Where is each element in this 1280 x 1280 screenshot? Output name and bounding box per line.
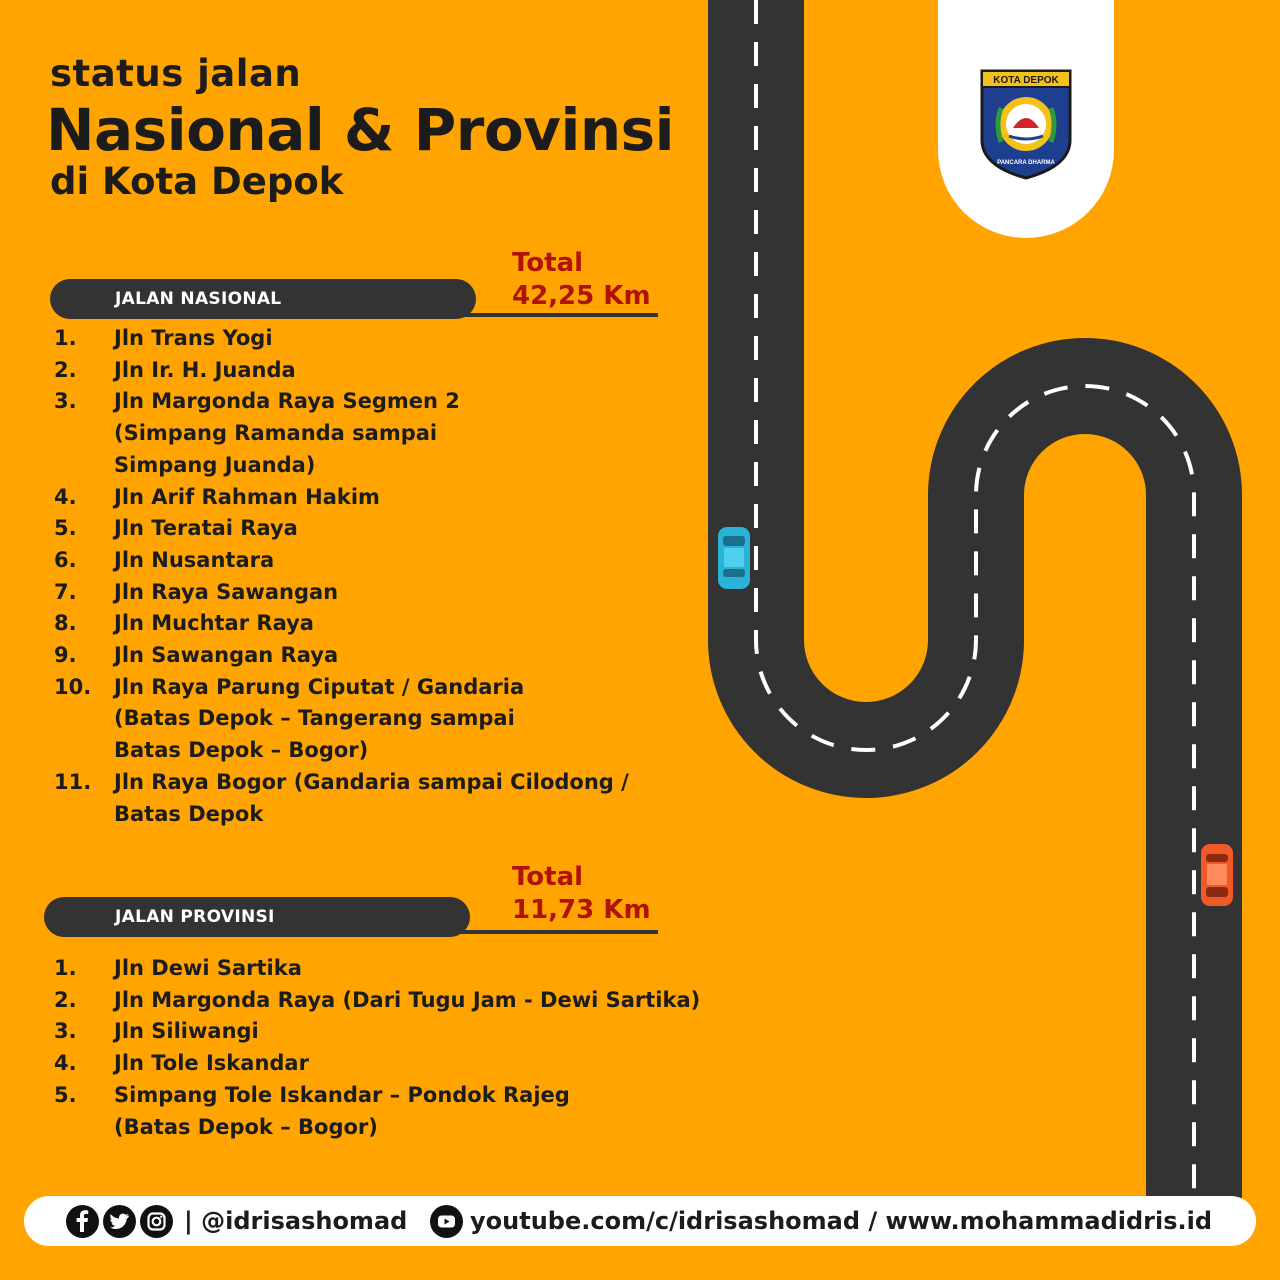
road-item-name: Jln Muchtar Raya — [114, 611, 314, 636]
road-list-item — [54, 355, 629, 387]
road-list-item — [54, 640, 629, 672]
blue-car-icon — [718, 527, 750, 589]
provinsi-total — [512, 861, 651, 927]
nasional-total-label: Total — [512, 248, 584, 278]
road-item-name: Jln Trans Yogi — [114, 326, 273, 350]
road-list-item — [54, 608, 629, 640]
road-item-number: 1. — [54, 956, 77, 980]
road-item-number: 4. — [54, 1051, 77, 1076]
road-item-name: Jln Nusantara — [114, 547, 275, 572]
provinsi-road-list — [54, 953, 700, 1143]
provinsi-underline — [440, 930, 658, 934]
provinsi-total-value: 11,73 Km — [512, 895, 651, 925]
footer-links[interactable]: youtube.com/c/idrisashomad / www.mohammadidris.id — [470, 1207, 1213, 1235]
twitter-icon[interactable] — [103, 1205, 136, 1238]
road-list-item — [54, 1080, 700, 1143]
facebook-icon[interactable] — [66, 1205, 99, 1238]
road-item-number: 4. — [54, 484, 77, 509]
road-item-number: 7. — [54, 579, 77, 604]
nasional-total — [512, 247, 651, 313]
road-list-item — [54, 323, 629, 355]
road-item-name: Jln Siliwangi — [114, 1019, 259, 1044]
road-item-name: Jln Margonda Raya Segmen 2 (Simpang Ramanda sampai Simpang Juanda) — [114, 389, 460, 477]
road-item-name: Jln Raya Sawangan — [114, 579, 339, 604]
kota-depok-emblem-icon — [979, 68, 1073, 180]
title-line-2: Nasional & Provinsi — [46, 96, 675, 164]
road-list-item — [54, 513, 629, 545]
nasional-total-value: 42,25 Km — [512, 281, 651, 311]
road-item-name: Jln Raya Bogor (Gandaria sampai Cilodong / Batas Depok — [114, 769, 629, 826]
nasional-road-list — [54, 323, 629, 830]
provinsi-total-label: Total — [512, 862, 584, 892]
road-item-number: 5. — [54, 1082, 77, 1107]
title-line-3: di Kota Depok — [50, 160, 344, 203]
road-list-item — [54, 577, 629, 609]
orange-car-icon — [1201, 844, 1233, 906]
road-item-name: Jln Sawangan Raya — [114, 643, 339, 668]
svg-text:PANCARA DHARMA: PANCARA DHARMA — [997, 160, 1055, 166]
road-item-number: 2. — [54, 357, 77, 382]
road-list-item — [54, 672, 629, 767]
road-item-number: 3. — [54, 389, 77, 414]
road-item-number: 10. — [54, 674, 92, 699]
footer-bar — [24, 1196, 1256, 1246]
nasional-section-bar: JALAN NASIONAL — [50, 279, 476, 319]
road-item-number: 9. — [54, 643, 77, 668]
road-item-name: Jln Margonda Raya (Dari Tugu Jam - Dewi Sartika) — [114, 987, 701, 1012]
road-item-number: 5. — [54, 516, 77, 541]
road-item-number: 2. — [54, 987, 77, 1012]
logo-card — [938, 0, 1114, 238]
road-item-name: Jln Tole Iskandar — [114, 1051, 309, 1076]
road-list-item — [54, 1048, 700, 1080]
road-item-number: 6. — [54, 547, 77, 572]
road-item-number: 8. — [54, 611, 77, 636]
social-icons — [66, 1205, 173, 1238]
social-handle[interactable]: | @idrisashomad — [184, 1207, 408, 1235]
road-item-number: 1. — [54, 326, 77, 350]
youtube-icon[interactable] — [430, 1205, 463, 1238]
instagram-icon[interactable] — [140, 1205, 173, 1238]
road-item-number: 3. — [54, 1019, 77, 1044]
road-item-name: Jln Raya Parung Ciputat / Gandaria (Batas Depok – Tangerang sampai Batas Depok – Bogor) — [114, 674, 525, 763]
title-line-1: status jalan — [50, 52, 302, 95]
provinsi-section-bar: JALAN PROVINSI — [44, 897, 470, 937]
road-list-item — [54, 1016, 700, 1048]
road-item-name: Jln Arif Rahman Hakim — [114, 484, 380, 509]
road-item-name: Jln Ir. H. Juanda — [114, 357, 296, 382]
road-item-name: Simpang Tole Iskandar – Pondok Rajeg (Batas Depok – Bogor) — [114, 1082, 570, 1139]
road-item-number: 11. — [54, 769, 92, 794]
road-list-item — [54, 953, 700, 985]
road-item-name: Jln Dewi Sartika — [114, 956, 302, 980]
road-list-item — [54, 545, 629, 577]
road-list-item — [54, 985, 700, 1017]
svg-text:KOTA DEPOK: KOTA DEPOK — [993, 75, 1059, 86]
nasional-underline — [440, 313, 658, 317]
road-list-item — [54, 386, 629, 481]
road-list-item — [54, 482, 629, 514]
road-list-item — [54, 767, 629, 830]
road-item-name: Jln Teratai Raya — [114, 516, 298, 541]
